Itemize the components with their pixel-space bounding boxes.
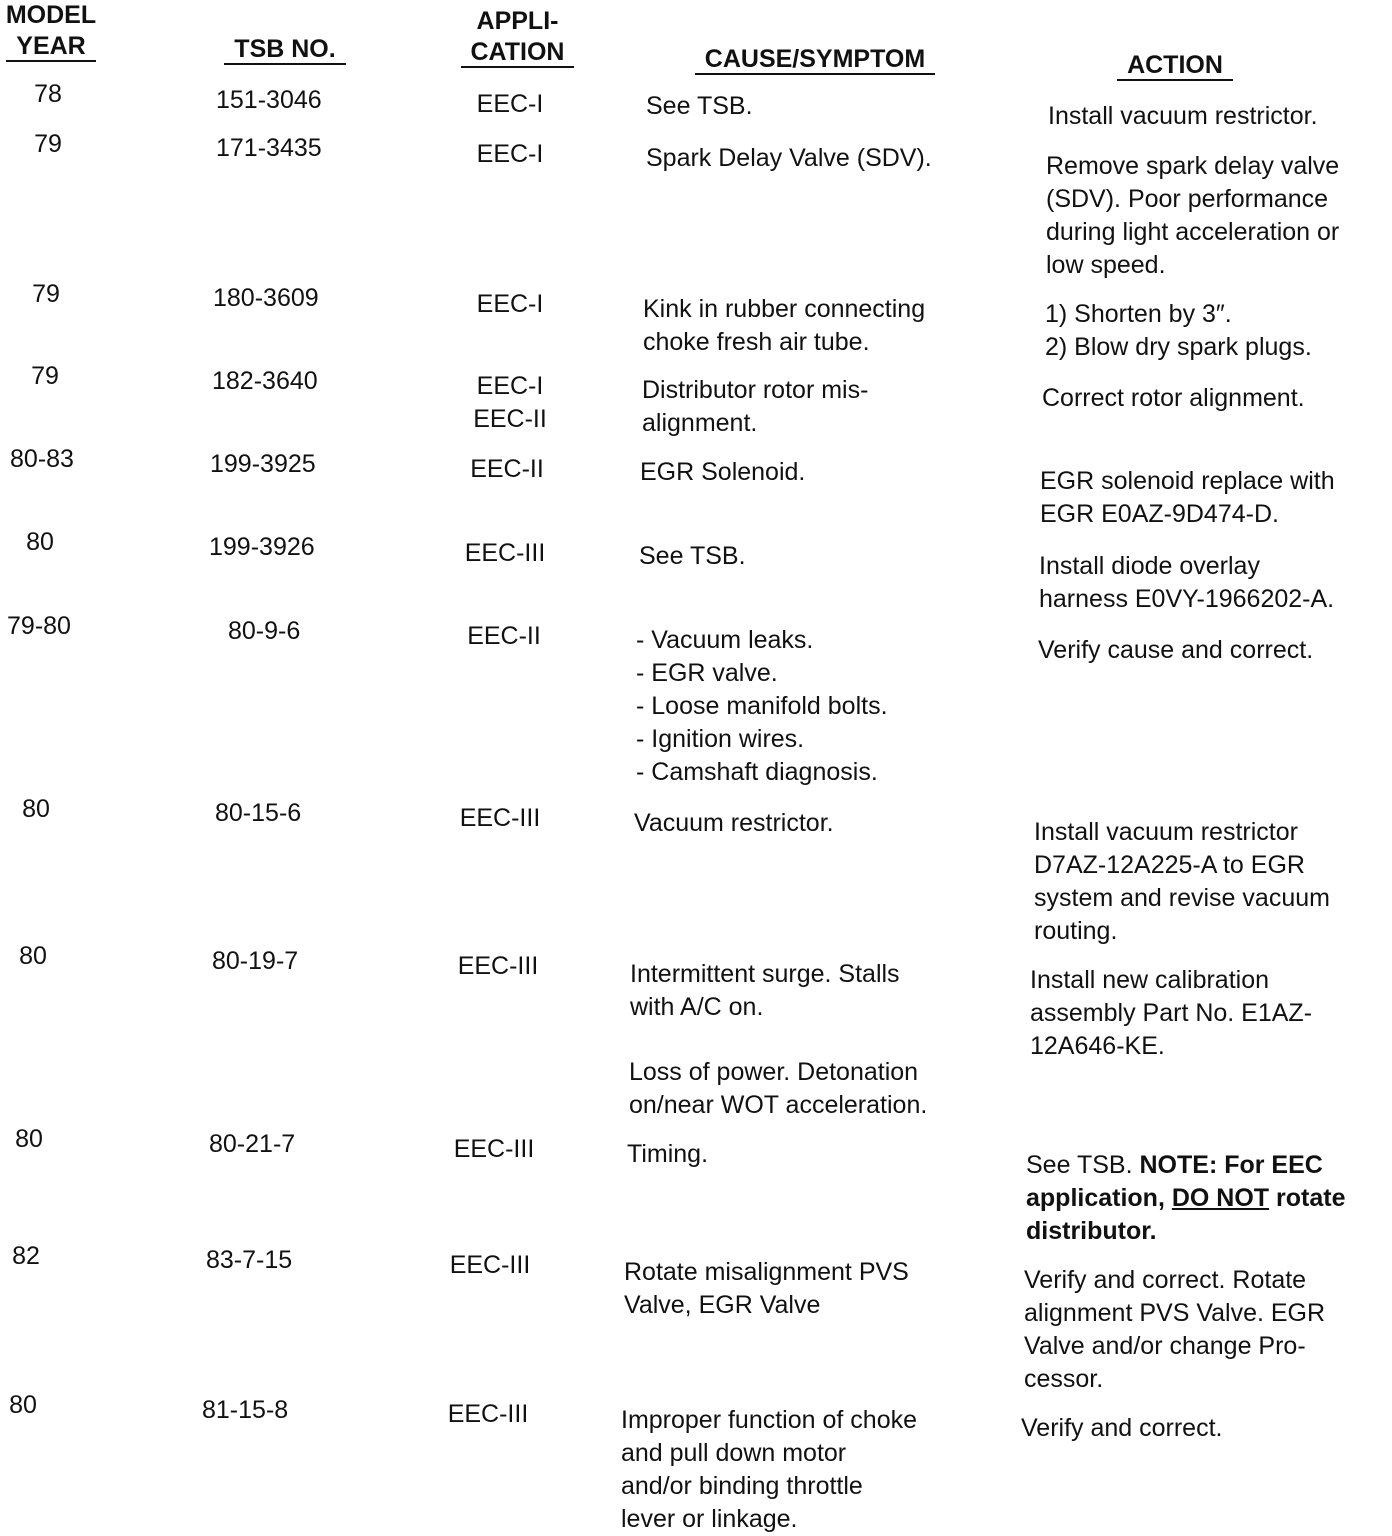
application: EEC-III (459, 804, 541, 832)
action-note-end: rotate distributor. (1026, 1184, 1346, 1245)
model-year: 80 (22, 795, 50, 823)
model-year: 79 (31, 362, 59, 390)
tsb-number: 182-3640 (212, 367, 318, 395)
model-year: 80 (19, 942, 47, 970)
header-model-year: MODEL YEAR (5, 1, 97, 60)
action: Install vacuum restrictor D7AZ-12A225-A to EGR system and revise vacuum routing. (1034, 818, 1330, 945)
action: Install vacuum restrictor. (1048, 102, 1318, 130)
tsb-number: 199-3926 (209, 533, 315, 561)
action-note: NOTE: For EEC application, (1026, 1151, 1323, 1212)
tsb-number: 80-21-7 (209, 1130, 296, 1158)
model-year: 79 (32, 280, 60, 308)
tsb-number: 81-15-8 (202, 1396, 289, 1424)
application: EEC-III (453, 1135, 535, 1163)
tsb-number: 180-3609 (213, 284, 319, 312)
action: Verify cause and correct. (1038, 636, 1314, 664)
application: EEC-III (457, 952, 539, 980)
action: 1) Shorten by 3″. 2) Blow dry spark plugs. (1045, 300, 1312, 361)
cause-symptom: Kink in rubber connecting choke fresh air tube. (643, 295, 926, 356)
application: EEC-I (476, 90, 544, 118)
model-year: 79 (34, 130, 62, 158)
action-note-emphasis: DO NOT (1171, 1184, 1270, 1212)
cause-symptom: Rotate misalignment PVS Valve, EGR Valve (624, 1258, 909, 1319)
cause-symptom: Timing. (627, 1140, 709, 1168)
cause-symptom-secondary: Loss of power. Detonation on/near WOT acceleration. (629, 1058, 928, 1119)
model-year: 80 (15, 1125, 43, 1153)
application: EEC-II (470, 455, 544, 483)
action: EGR solenoid replace with EGR E0AZ-9D474-D. (1040, 467, 1335, 528)
tsb-number: 171-3435 (216, 134, 322, 162)
application: EEC-III (464, 539, 546, 567)
cause-symptom: See TSB. (646, 92, 753, 120)
header-model-year-underlined: YEAR (6, 32, 95, 62)
tsb-number: 80-9-6 (228, 617, 301, 645)
model-year: 80 (26, 528, 54, 556)
application: EEC-III (447, 1400, 529, 1428)
action: Verify and correct. Rotate alignment PVS Valve. EGR Valve and/or change Pro- cessor. (1024, 1266, 1326, 1393)
action: Install diode overlay harness E0VY-1966202-A. (1039, 552, 1335, 613)
header-application-underlined: CATION (461, 38, 575, 68)
header-cause-symptom: CAUSE/SYMPTOM (685, 44, 945, 75)
tsb-number: 80-19-7 (212, 947, 299, 975)
cause-symptom: - Vacuum leaks. - EGR valve. - Loose manifold bolts. - Ignition wires. - Camshaft diagnosis. (636, 626, 888, 786)
header-action: ACTION (1100, 50, 1250, 81)
header-tsb-no: TSB NO. (215, 34, 355, 65)
application: EEC-I EEC-II (473, 372, 547, 433)
cause-symptom: Distributor rotor mis- alignment. (642, 376, 869, 437)
action: Install new calibration assembly Part No. E1AZ- 12A646-KE. (1030, 966, 1313, 1060)
model-year: 80 (9, 1391, 37, 1419)
action-text: See TSB. (1026, 1151, 1140, 1179)
tsb-number: 80-15-6 (215, 799, 302, 827)
tsb-number: 199-3925 (210, 450, 316, 478)
header-application: APPLI- CATION (455, 6, 580, 68)
application: EEC-III (449, 1251, 531, 1279)
cause-symptom: Intermittent surge. Stalls with A/C on. (630, 960, 900, 1021)
action (1026, 1149, 1366, 1248)
action: Remove spark delay valve (SDV). Poor performance during light acceleration or low speed. (1046, 152, 1340, 279)
application: EEC-I (476, 290, 544, 318)
model-year: 78 (34, 80, 62, 108)
model-year: 79-80 (7, 612, 71, 640)
action: Correct rotor alignment. (1042, 384, 1305, 412)
cause-symptom: Spark Delay Valve (SDV). (646, 144, 932, 172)
cause-symptom: Vacuum restrictor. (634, 809, 834, 837)
cause-symptom: See TSB. (639, 542, 746, 570)
application: EEC-I (476, 140, 544, 168)
tsb-number: 83-7-15 (206, 1246, 293, 1274)
tsb-number: 151-3046 (216, 86, 322, 114)
model-year: 80-83 (10, 445, 74, 473)
cause-symptom: Improper function of choke and pull down motor and/or binding throttle lever or linkage. (621, 1406, 917, 1533)
model-year: 82 (12, 1242, 40, 1270)
application: EEC-II (467, 622, 541, 650)
action: Verify and correct. (1021, 1414, 1223, 1442)
cause-symptom: EGR Solenoid. (640, 458, 806, 486)
